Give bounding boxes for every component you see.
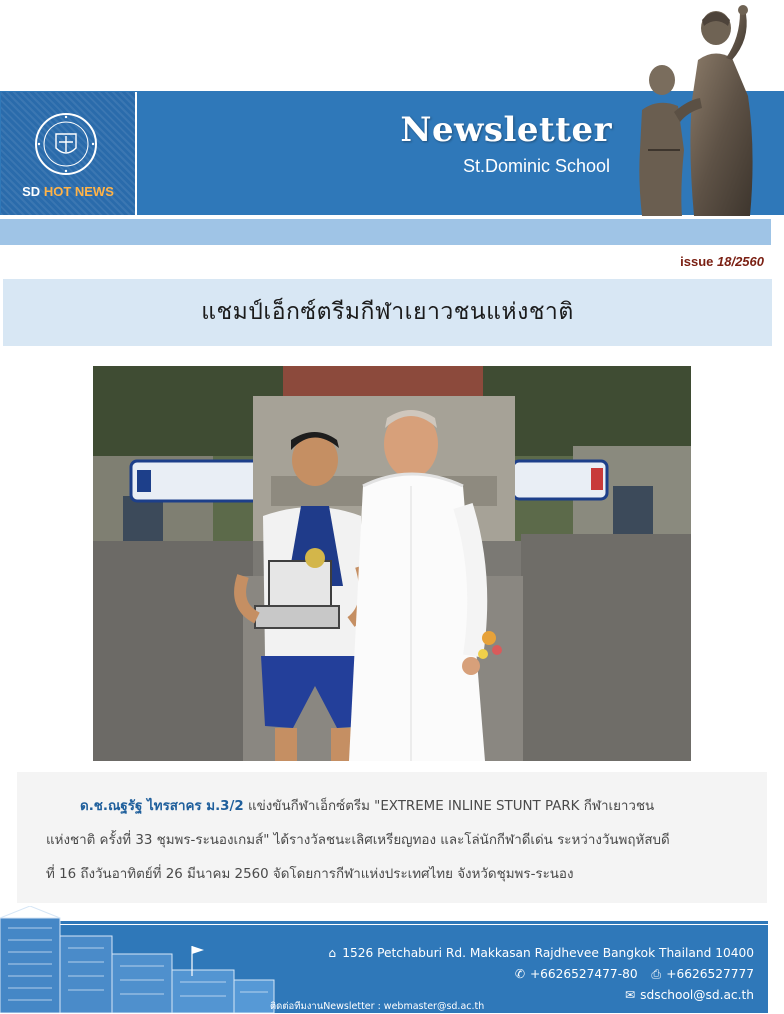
fax-icon: ⎙ — [651, 967, 662, 981]
footer-phones — [513, 967, 754, 982]
award-photo — [93, 366, 691, 761]
article-lead: ด.ช.ณฐรัฐ ไทรสาคร ม.3/2 — [80, 799, 244, 814]
statue-image — [628, 0, 784, 220]
school-logo-box — [1, 92, 137, 215]
article-body — [46, 790, 746, 892]
home-icon: ⌂ — [328, 946, 337, 960]
footer-fax-text: +6626527777 — [666, 967, 754, 981]
footer-address — [325, 946, 754, 960]
article-line-3: ที่ 16 ถึงวันอาทิตย์ที่ 26 มีนาคม 2560 จัดโดยการกีฬาแห่งประเทศไทย จังหวัดชุมพร-ระนอง — [46, 867, 574, 882]
article-line-1 — [46, 790, 746, 824]
hot-news-sd: SD — [22, 184, 41, 199]
hot-news-text: HOT NEWS — [43, 184, 114, 199]
newsletter-title: Newsletter — [400, 110, 612, 150]
footer-address-text: 1526 Petchaburi Rd. Makkasan Rajdhevee Bangkok Thailand 10400 — [342, 946, 754, 960]
article-headline: แชมป์เอ็กซ์ตรีมกีฬาเยาวชนแห่งชาติ — [201, 299, 574, 325]
issue-value: 18/2560 — [717, 254, 764, 269]
footer-email-link[interactable]: sdschool@sd.ac.th — [640, 988, 754, 1002]
building-illustration — [0, 906, 300, 1013]
article-line-1-text: แข่งขันกีฬาเอ็กซ์ตรีม "EXTREME INLINE STUNT PARK กีฬาเยาวชน — [243, 799, 655, 814]
envelope-icon: ✉ — [625, 988, 636, 1002]
issue-label: issue — [680, 254, 714, 269]
header-subband — [0, 219, 771, 245]
phone-icon: ✆ — [514, 967, 526, 981]
footer-email — [623, 988, 754, 1002]
article-line-2: แห่งชาติ ครั้งที่ 33 ชุมพร-ระนองเกมส์" ได้รางวัลชนะเลิศเหรียญทอง และโล่นักกีฬาดีเด่น ระหว่างวันพฤหัสบดี — [46, 833, 670, 848]
school-crest-icon — [34, 112, 98, 176]
hot-news-badge — [1, 184, 135, 199]
newsletter-subtitle: St.Dominic School — [462, 156, 610, 176]
issue-number — [560, 254, 764, 269]
footer-phone-text: +6626527477-80 — [529, 967, 638, 981]
footer-contact[interactable]: ติดต่อทีมงานNewsletter : webmaster@sd.ac.th — [270, 1001, 485, 1012]
